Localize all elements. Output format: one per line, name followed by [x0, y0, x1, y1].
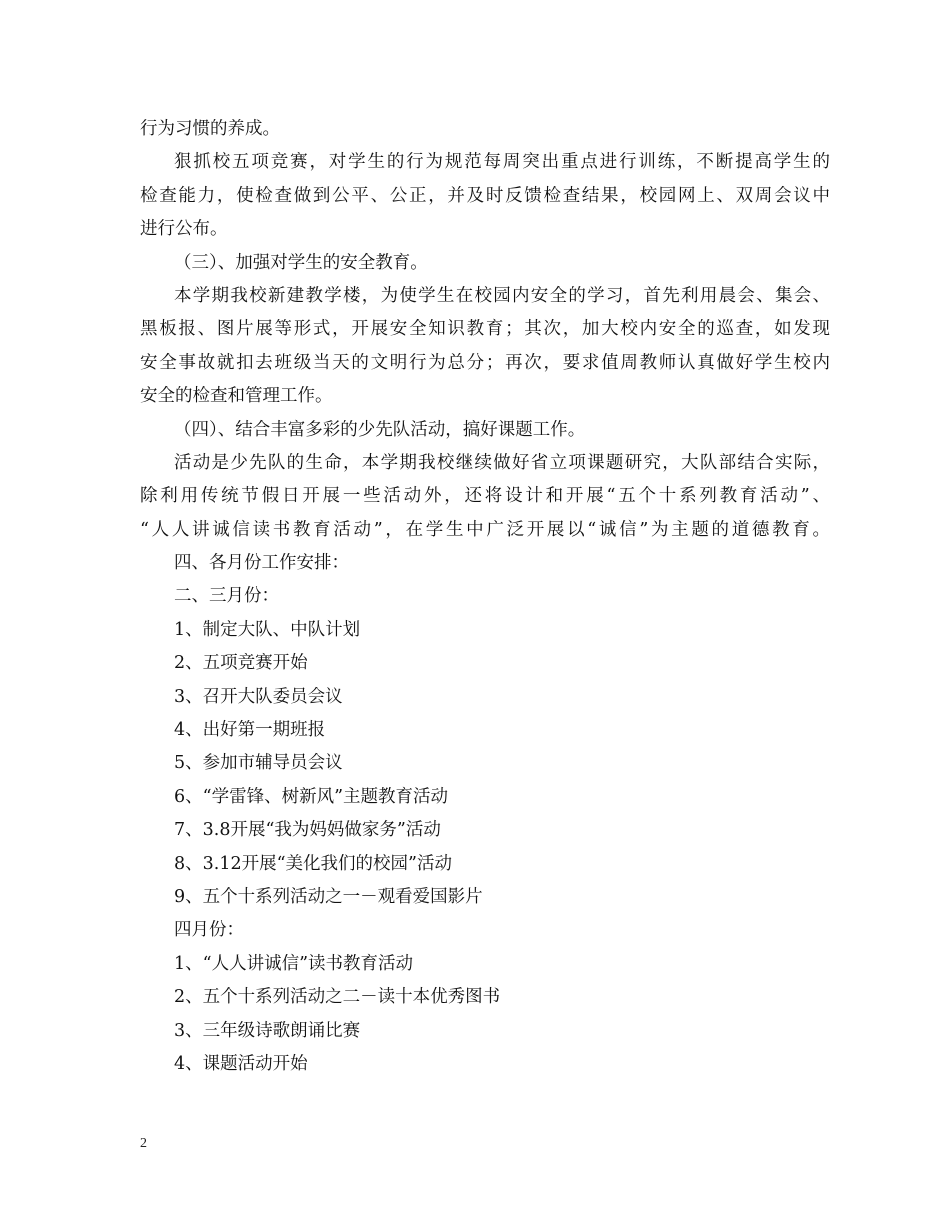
- text-line: 6、“学雷锋、树新风”主题教育活动: [174, 786, 449, 807]
- text-line: 狠抓校五项竞赛，对学生的行为规范每周突出重点进行训练，不断提高学生的: [174, 152, 830, 173]
- text-line: 8、3.12开展“美化我们的校园”活动: [174, 853, 452, 874]
- text-line: 4、课题活动开始: [174, 1053, 308, 1074]
- text-line: 除利用传统节假日开展一些活动外，还将设计和开展“五个十系列教育活动”、: [140, 486, 830, 507]
- text-line: 四、各月份工作安排：: [174, 553, 349, 574]
- text-line: 行为习惯的养成。: [140, 119, 280, 139]
- text-line: 4、出好第一期班报: [174, 720, 326, 741]
- text-line: 进行公布。: [140, 219, 228, 240]
- text-line: 四月份：: [174, 920, 244, 941]
- text-line: 2、五项竞赛开始: [174, 653, 308, 674]
- text-line: 1、制定大队、中队计划: [174, 619, 361, 640]
- text-line: 2、五个十系列活动之二－读十本优秀图书: [174, 987, 501, 1008]
- text-line: （三）、加强对学生的安全教育。: [174, 252, 428, 273]
- text-line: “人人讲诚信读书教育活动”，在学生中广泛开展以“诚信”为主题的道德教育。: [140, 519, 830, 540]
- text-line: 二、三月份：: [174, 586, 279, 607]
- text-line: 1、“人人讲诚信”读书教育活动: [174, 953, 414, 974]
- text-line: 3、三年级诗歌朗诵比赛: [174, 1020, 361, 1041]
- text-line: 3、召开大队委员会议: [174, 686, 343, 707]
- text-line: 安全事故就扣去班级当天的文明行为总分；再次，要求值周教师认真做好学生校内: [140, 352, 830, 373]
- text-line: 活动是少先队的生命，本学期我校继续做好省立项课题研究，大队部结合实际，: [174, 452, 830, 473]
- text-line: （四）、结合丰富多彩的少先队活动，搞好课题工作。: [174, 419, 586, 440]
- text-line: 5、参加市辅导员会议: [174, 753, 343, 774]
- page-number: 2: [140, 1136, 147, 1151]
- text-line: 黑板报、图片展等形式，开展安全知识教育；其次，加大校内安全的巡查，如发现: [140, 319, 830, 340]
- text-line: 本学期我校新建教学楼，为使学生在校园内安全的学习，首先利用晨会、集会、: [174, 285, 830, 306]
- text-line: 检查能力，使检查做到公平、公正，并及时反馈检查结果，校园网上、双周会议中: [140, 185, 830, 206]
- text-line: 7、3.8开展“我为妈妈做家务”活动: [174, 820, 441, 841]
- text-line: 9、五个十系列活动之一－观看爱国影片: [174, 886, 483, 907]
- document-body: [140, 113, 830, 1081]
- text-line: 安全的检查和管理工作。: [140, 386, 333, 407]
